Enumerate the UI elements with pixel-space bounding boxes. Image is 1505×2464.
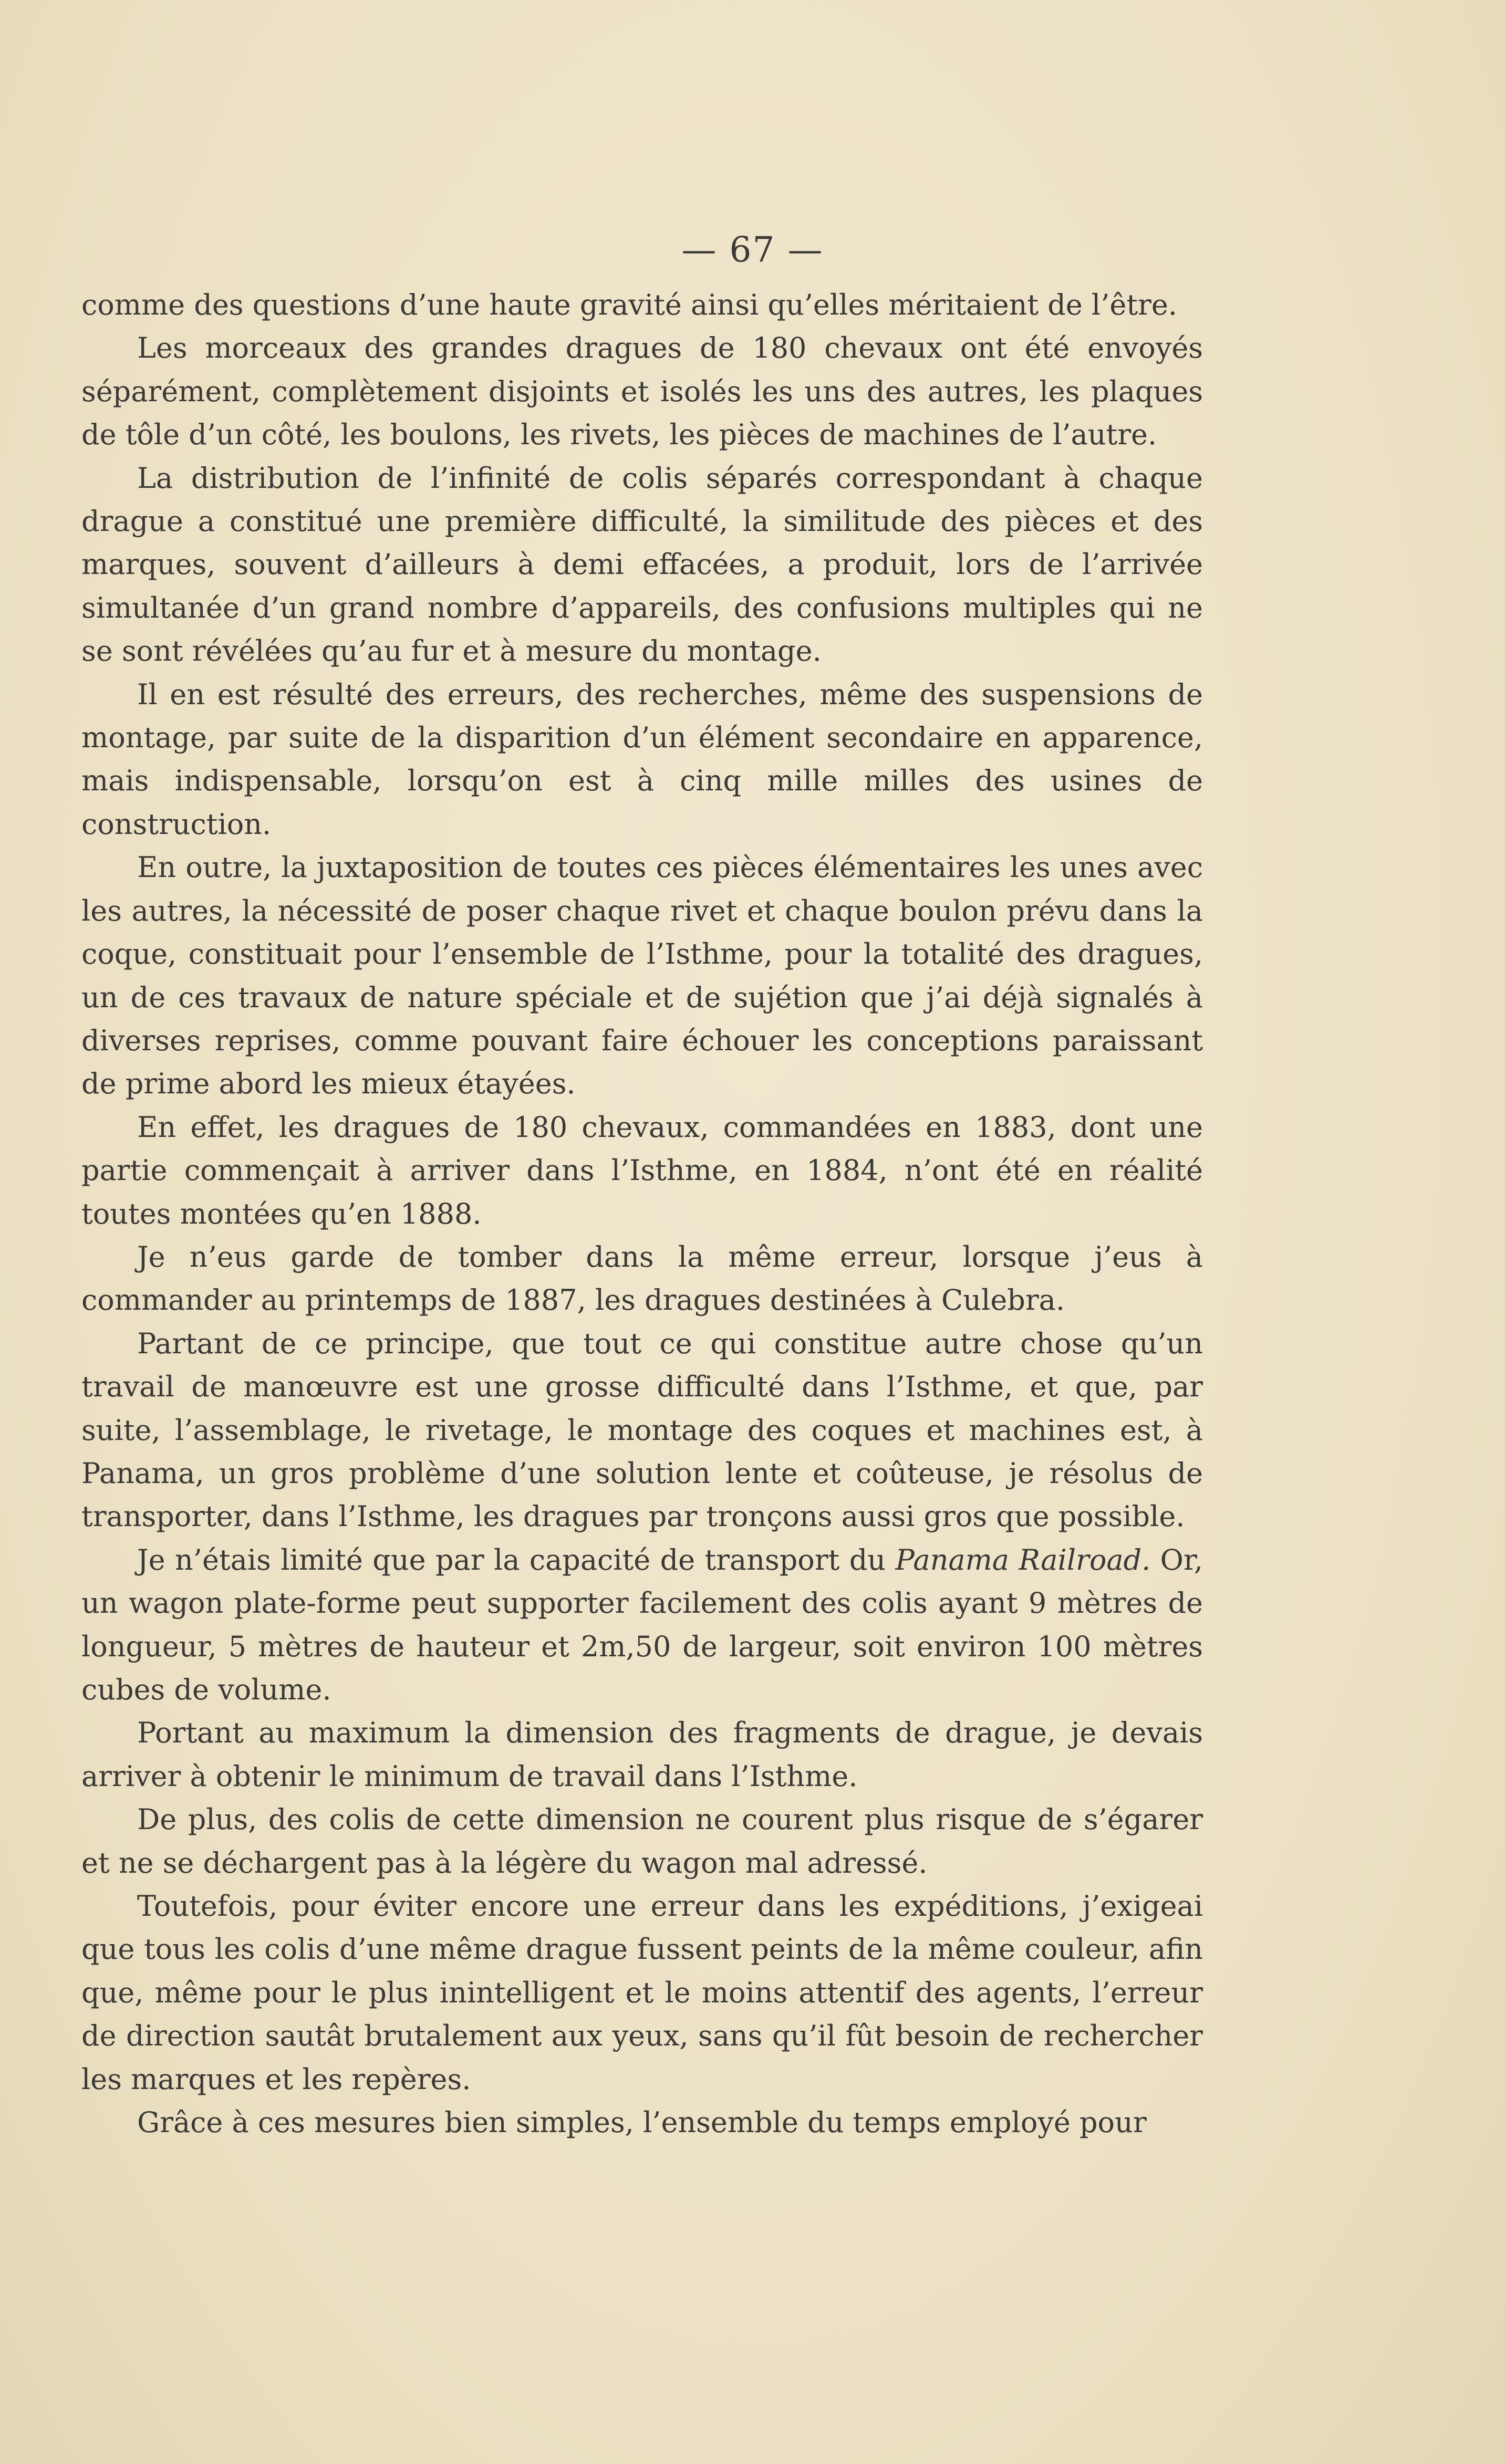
paragraph: Portant au maximum la dimension des fragments de drague, je devais arriver à obtenir le minimum de travail dans l’Isthme. bbox=[81, 1716, 1203, 1793]
paragraph: En outre, la juxtaposition de toutes ces pièces élémentaires les unes avec les autres, la nécessité de poser chaque rivet et chaque boulon prévu dans la coque, constituait pour l’ensemble de l’Isthme, pour la totalité des dragues, un de ces travaux de nature spéciale et de sujétion que j’ai déjà signalés à diverses reprises, comme pouvant faire échouer les conceptions paraissant de prime abord les mieux étayées. bbox=[81, 851, 1203, 1101]
paragraph: Grâce à ces mesures bien simples, l’ensemble du temps employé pour bbox=[137, 2106, 1147, 2139]
paragraph: Il en est résulté des erreurs, des recherches, même des suspensions de montage, par suite de la disparition d’un élément secondaire en apparence, mais indispensable, lorsqu’on est à cinq mille milles des usines de construction. bbox=[81, 677, 1203, 841]
paragraph: La distribution de l’infinité de colis séparés correspondant à chaque drague a constitué une première difficulté, la similitude des pièces et des marques, souvent d’ailleurs à demi effacées, a produit, lors de l’arrivée simultanée d’un grand nombre d’appareils, des confusions multiples qui ne se sont révélées qu’au fur et à mesure du montage. bbox=[81, 461, 1203, 668]
page-number: — 67 — bbox=[681, 229, 824, 270]
paragraph: En effet, les dragues de 180 chevaux, commandées en 1883, dont une partie commençait à arriver dans l’Isthme, en 1884, n’ont été en réalité toutes montées qu’en 1888. bbox=[81, 1110, 1203, 1230]
paragraph: Partant de ce principe, que tout ce qui constitue autre chose qu’un travail de manœuvre est une grosse difficulté dans l’Isthme, et que, par suite, l’assemblage, le rivetage, le montage des coques et machines est, à Panama, un gros problème d’une solution lente et coûteuse, je résolus de transporter, dans l’Isthme, les dragues par tronçons aussi gros que possible. bbox=[81, 1327, 1203, 1533]
railroad-name: Panama Railroad. bbox=[895, 1543, 1151, 1576]
paragraph: De plus, des colis de cette dimension ne courent plus risque de s’égarer et ne se déchargent pas à la légère du wagon mal adressé. bbox=[81, 1803, 1203, 1880]
body-text bbox=[81, 284, 1203, 2144]
paragraph-text: Je n’étais limité que par la capacité de transport du bbox=[137, 1543, 896, 1576]
paragraph bbox=[81, 1539, 1203, 1712]
paragraph: Les morceaux des grandes dragues de 180 chevaux ont été envoyés séparément, complètement disjoints et isolés les uns des autres, les plaques de tôle d’un côté, les boulons, les rivets, les pièces de machines de l’autre. bbox=[81, 331, 1203, 452]
paragraph: comme des questions d’une haute gravité ainsi qu’elles méritaient de l’être. bbox=[81, 288, 1177, 321]
paragraph-text: Or, un wagon plate-forme peut supporter facilement des colis ayant 9 mètres de longueur, 5 mètres de hauteur et 2m,50 de largeur, soit environ 100 mètres cubes de volume. bbox=[81, 1543, 1203, 1706]
paragraph: Je n’eus garde de tomber dans la même erreur, lorsque j’eus à commander au printemps de 1887, les dragues destinées à Culebra. bbox=[81, 1240, 1203, 1317]
paragraph: Toutefois, pour éviter encore une erreur dans les expéditions, j’exigeai que tous les colis d’une même drague fussent peints de la même couleur, afin que, même pour le plus inintelligent et le moins attentif des agents, l’erreur de direction sautât brutalement aux yeux, sans qu’il fût besoin de rechercher les marques et les repères. bbox=[81, 1889, 1203, 2096]
